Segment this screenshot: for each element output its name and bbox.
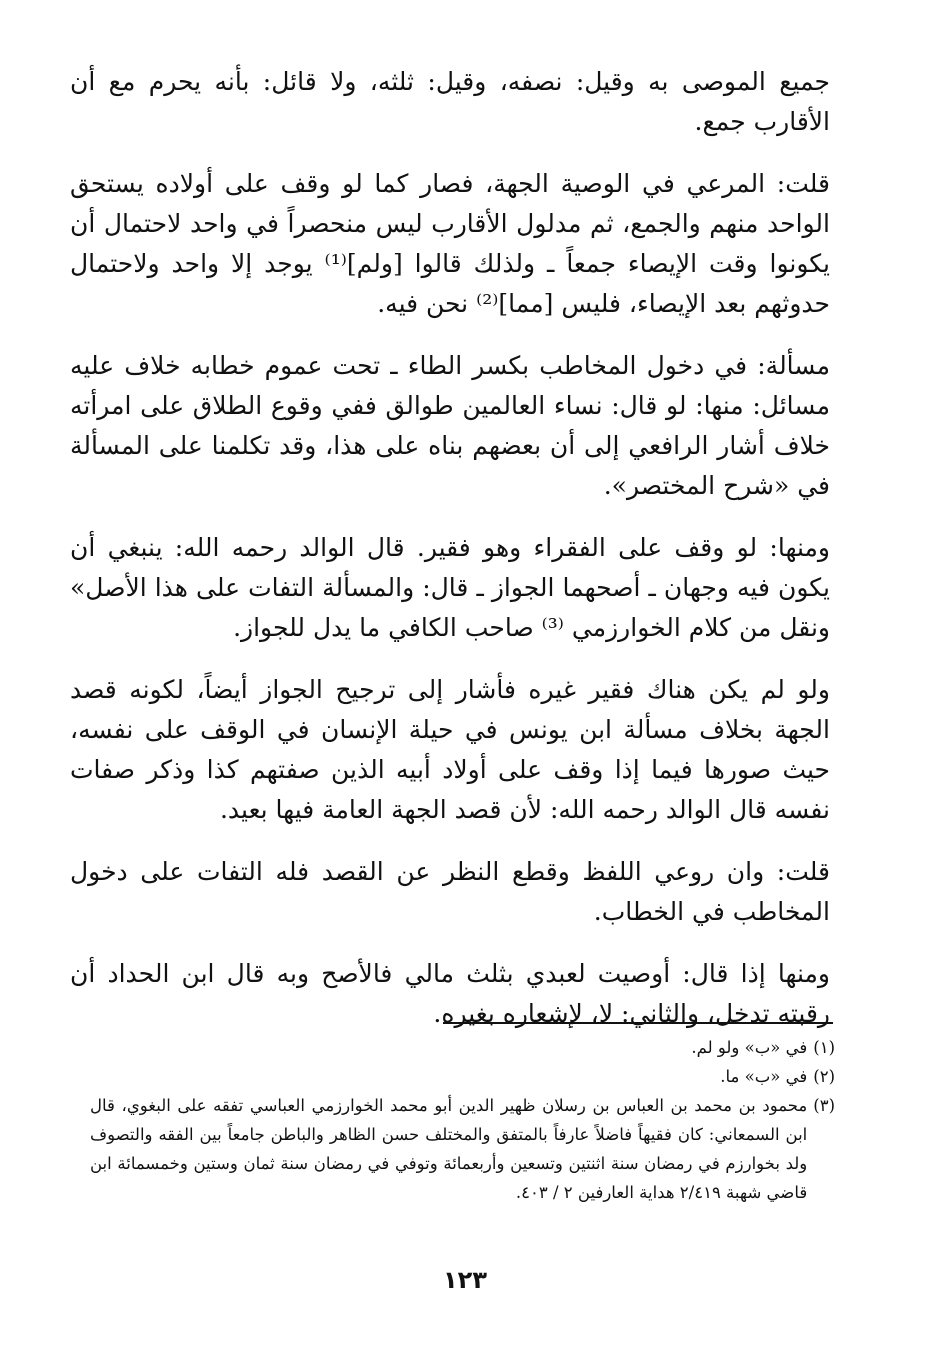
footnote-1 [90, 1033, 835, 1062]
footnote-number: (١) [813, 1038, 835, 1057]
footnote-number: (٢) [813, 1067, 835, 1086]
footnote-text: في «ب» ولو لم. [691, 1038, 808, 1057]
paragraph-3: مسألة: في دخول المخاطب بكسر الطاء ـ تحت عموم خطابه خلاف عليه مسائل: منها: لو قال: نساء العالمين طوالق ففي وقوع الطلاق على امرأته خلاف أشار الرافعي إلى أن بعضهم بناه على هذا، وقد تكلمنا على المسألة في «شرح المختصر». [70, 351, 830, 500]
footnote-3 [90, 1091, 835, 1207]
footnote-separator [443, 1022, 833, 1024]
footnotes [90, 1033, 835, 1207]
footnote-text: في «ب» ما. [720, 1067, 808, 1086]
paragraph-2: قلت: المرعي في الوصية الجهة، فصار كما لو وقف على أولاده يستحق الواحد منهم والجمع، ثم مدلول الأقارب ليس منحصراً في واحد لاحتمال أن يكونوا وقت الإيصاء جمعاً ـ ولذلك قالوا [ولم]⁽¹⁾ يوجد إلا واحد ولاحتمال حدوثهم بعد الإيصاء، فليس [مما]⁽²⁾ نحن فيه. [70, 169, 830, 318]
body-text [70, 62, 830, 1056]
paragraph-4: ومنها: لو وقف على الفقراء وهو فقير. قال الوالد رحمه الله: ينبغي أن يكون فيه وجهان ـ أصحهما الجواز ـ قال: والمسألة التفات على هذا الأصل» ونقل من كلام الخوارزمي ⁽³⁾ صاحب الكافي ما يدل للجواز. [70, 533, 830, 642]
paragraph-7: ومنها إذا قال: أوصيت لعبدي بثلث مالي فالأصح وبه قال ابن الحداد أن رقبته تدخل، والثاني: لا، لإشعاره بغيره. [70, 959, 830, 1028]
paragraph-6: قلت: وان روعي اللفظ وقطع النظر عن القصد فله التفات على دخول المخاطب في الخطاب. [70, 857, 830, 926]
paragraph-5: ولو لم يكن هناك فقير غيره فأشار إلى ترجيح الجواز أيضاً، لكونه قصد الجهة بخلاف مسألة ابن يونس في حيلة الإنسان في الوقف على نفسه، حيث صورها فيما إذا وقف على أولاد أبيه الذين صفتهم كذا وذكر صفات نفسه قال الوالد رحمه الله: لأن قصد الجهة العامة فيها بعيد. [70, 675, 830, 824]
footnote-2 [90, 1062, 835, 1091]
paragraph-1: جميع الموصى به وقيل: نصفه، وقيل: ثلثه، ولا قائل: بأنه يحرم مع أن الأقارب جمع. [70, 67, 830, 136]
page-number: ١٢٣ [443, 1266, 487, 1294]
footnote-number: (٣) [813, 1096, 835, 1115]
footnote-text: محمود بن محمد بن العباس بن رسلان ظهير الدين أبو محمد الخوارزمي العباسي تفقه على البغوي، قال ابن السمعاني: كان فقيهاً فاضلاً عارفاً بالمتفق والمختلف حسن الظاهر والباطن جامعاً بين الفقه والتصوف ولد بخوارزم في رمضان سنة اثنتين وتسعين وأربعمائة وتوفي في رمضان سنة ثمان وستين وخمسمائة ابن قاضي شهبة ٢/٤١٩ هداية العارفين ٢ / ٤٠٣. [90, 1096, 808, 1202]
